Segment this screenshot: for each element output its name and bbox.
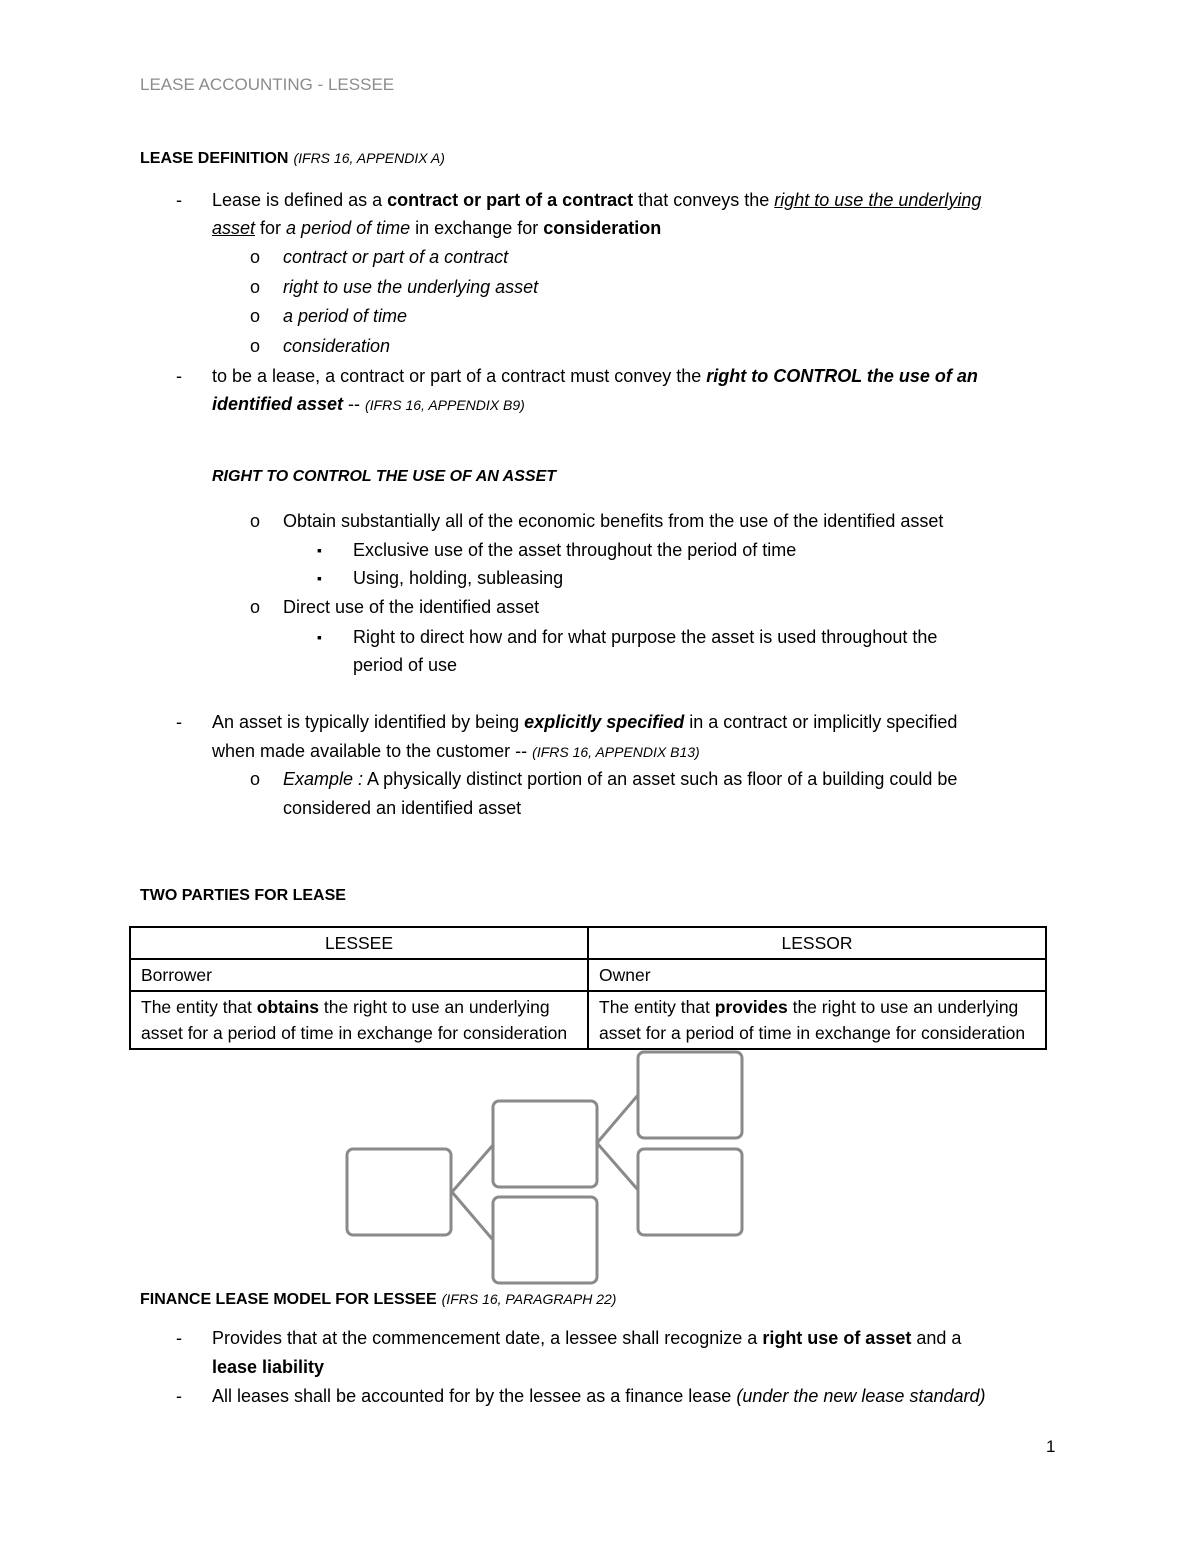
control-item-2-sub-line1: Right to direct how and for what purpose the asset is used throughout the (353, 627, 938, 647)
diagram-box (638, 1149, 742, 1235)
connector-line (452, 1192, 493, 1240)
connector-line (597, 1143, 638, 1190)
control-item-2: Direct use of the identified asset (283, 597, 540, 617)
dash-marker: - (176, 1328, 182, 1348)
connector-line (597, 1095, 638, 1143)
text-bold-italic: identified asset (212, 394, 344, 414)
text: Provides that at the commencement date, a lessee shall recognize a (212, 1328, 763, 1348)
text: the right to use an underlying asset for a period of time in exchange for consideration (599, 997, 1026, 1043)
text-bold: provides (714, 997, 788, 1017)
text-bold: consideration (543, 218, 662, 238)
circle-marker: o (250, 247, 261, 267)
text-italic: (under the new lease standard) (736, 1386, 986, 1406)
heading-ref: (IFRS 16, PARAGRAPH 22) (441, 1291, 617, 1307)
text-ref: (IFRS 16, APPENDIX B13) (532, 744, 700, 760)
circle-marker: o (250, 597, 261, 617)
text: to be a lease, a contract or part of a contract must convey the (212, 366, 707, 386)
control-item-1: Obtain substantially all of the economic benefits from the use of the identified asset (283, 511, 944, 531)
example-line2: considered an identified asset (283, 798, 522, 818)
text: the right to use an underlying asset for a period of time in exchange for consideration (141, 997, 568, 1043)
circle-marker: o (250, 769, 261, 789)
control-item-1-sub-2: Using, holding, subleasing (353, 568, 564, 588)
text: Lease is defined as a (212, 190, 388, 210)
circle-marker: o (250, 511, 261, 531)
text: An asset is typically identified by being (212, 712, 525, 732)
control-item-2-sub-line2: period of use (353, 655, 458, 675)
circle-marker: o (250, 277, 261, 297)
control-item-1-sub-1: Exclusive use of the asset throughout the period of time (353, 540, 797, 560)
text: for (255, 218, 287, 238)
lessor-header: LESSOR (588, 927, 1046, 959)
text-ref: (IFRS 16, APPENDIX B9) (365, 397, 525, 413)
diagram-box (347, 1149, 451, 1235)
subitem-3: a period of time (283, 306, 408, 326)
dash-marker: - (176, 1386, 182, 1406)
text: in a contract or implicitly specified (684, 712, 958, 732)
text: in exchange for (410, 218, 544, 238)
text-bold-italic: explicitly specified (524, 712, 685, 732)
text-bold: contract or part of a contract (387, 190, 634, 210)
text: All leases shall be accounted for by the lessee as a finance lease (212, 1386, 737, 1406)
right-to-control-heading: RIGHT TO CONTROL THE USE OF AN ASSET (212, 468, 557, 485)
text: The entity that (599, 997, 715, 1017)
subitem-4: consideration (283, 336, 391, 356)
square-marker: ▪ (317, 542, 322, 558)
text: -- (343, 394, 366, 414)
diagram-box (638, 1052, 742, 1138)
lessor-role: Owner (588, 959, 1046, 991)
square-marker: ▪ (317, 629, 322, 645)
two-parties-heading: TWO PARTIES FOR LEASE (140, 887, 346, 904)
connector-line (452, 1145, 493, 1192)
subitem-2: right to use the underlying asset (283, 277, 539, 297)
circle-marker: o (250, 306, 261, 326)
text-underlined: asset (212, 218, 256, 238)
subitem-1: contract or part of a contract (283, 247, 509, 267)
text: that conveys the (633, 190, 775, 210)
finance-lease-heading (140, 1287, 616, 1311)
finance-bullet-1-line2: lease liability (212, 1357, 325, 1377)
page-number: 1 (1046, 1437, 1056, 1456)
text-underlined: right to use the underlying (774, 190, 982, 210)
text: The entity that (141, 997, 257, 1017)
page-header: LEASE ACCOUNTING - LESSEE (140, 75, 395, 94)
text: when made available to the customer -- (212, 741, 533, 761)
text-bold-italic: right to CONTROL the use of an (706, 366, 978, 386)
finance-bullet-1-line1 (212, 1327, 961, 1349)
diagram-box (493, 1197, 597, 1283)
finance-bullet-2 (212, 1385, 985, 1407)
dash-marker: - (176, 366, 182, 386)
text: and a (911, 1328, 962, 1348)
heading-ref: (IFRS 16, APPENDIX A) (293, 150, 445, 166)
heading-text: FINANCE LEASE MODEL FOR LESSEE (140, 1291, 437, 1308)
lessee-role: Borrower (130, 959, 588, 991)
dash-marker: - (176, 712, 182, 732)
heading-text: LEASE DEFINITION (140, 150, 289, 167)
square-marker: ▪ (317, 570, 322, 586)
text-bold: right use of asset (762, 1328, 912, 1348)
example-label: Example : (283, 769, 364, 789)
text-bold: obtains (256, 997, 319, 1017)
lessee-header: LESSEE (130, 927, 588, 959)
dash-marker: - (176, 190, 182, 210)
text: A physically distinct portion of an asset such as floor of a building could be (363, 769, 958, 789)
text-italic: a period of time (286, 218, 411, 238)
diagram-box (493, 1101, 597, 1187)
circle-marker: o (250, 336, 261, 356)
